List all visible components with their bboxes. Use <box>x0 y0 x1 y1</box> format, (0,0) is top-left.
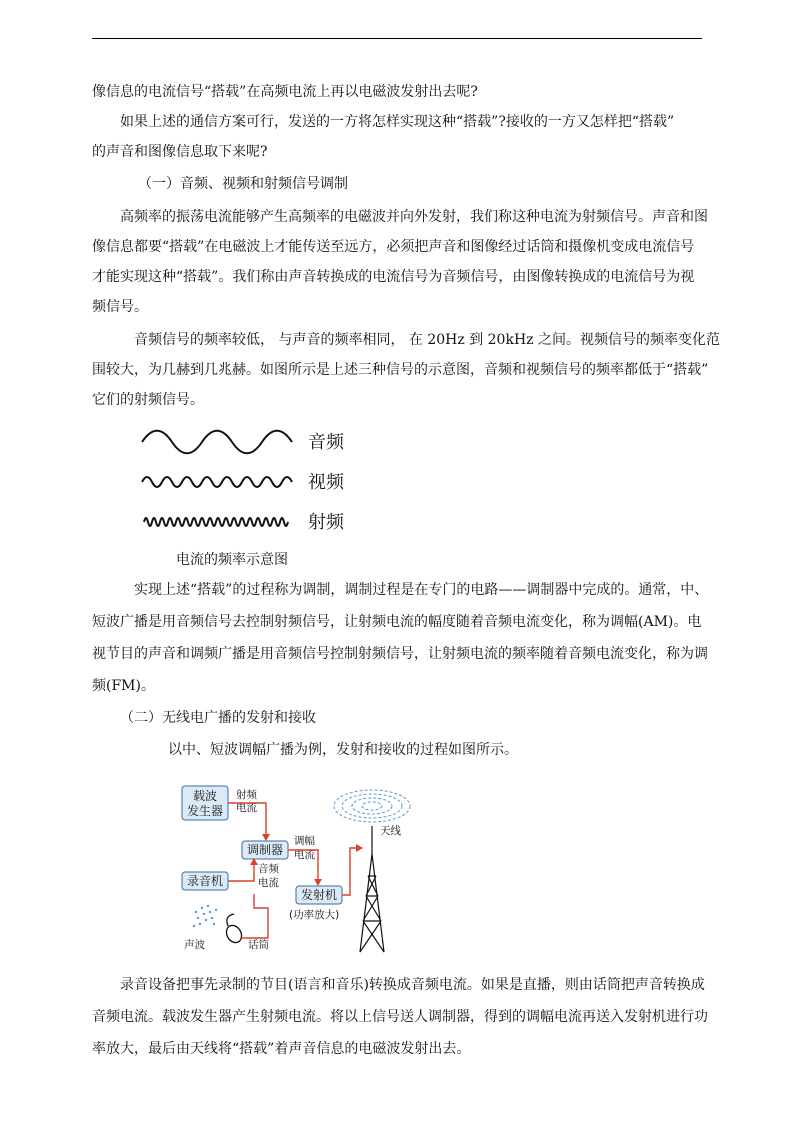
microphone-icon <box>223 914 244 945</box>
figure-caption: 电流的频率示意图 <box>176 552 288 568</box>
radio-waves-icon <box>334 790 410 822</box>
paragraph-line: 才能实现这种“搭载”。我们称由声音转换成的电流信号为音频信号，由图像转换成的电流信号为视 <box>92 269 695 285</box>
paragraph-line: 视节目的声音和调频广播是用音频信号控制射频信号，让射频电流的频率随着音频电流变化，称为调 <box>92 646 708 662</box>
audio-label-2: 电流 <box>258 877 279 889</box>
rf-label-2: 电流 <box>236 802 257 814</box>
am-label-2: 电流 <box>294 849 315 861</box>
arrow-transmitter-antenna <box>342 848 358 895</box>
label-rf: 射频 <box>308 512 344 533</box>
mic-label: 话筒 <box>248 939 269 951</box>
section-heading: （二）无线电广播的发射和接收 <box>120 710 316 726</box>
audio-wave <box>142 431 292 454</box>
antenna-tower <box>360 826 384 952</box>
recorder-label: 录音机 <box>186 874 224 888</box>
label-audio: 音频 <box>308 432 344 453</box>
paragraph-line: 短波广播是用音频信号去控制射频信号，让射频电流的幅度随着音频电流变化，称为调幅(AM)。电 <box>92 614 702 630</box>
arrow-recorder-modulator <box>228 863 254 881</box>
power-amp-label: (功率放大) <box>289 909 340 921</box>
paragraph-line: 实现上述“搭载”的过程称为调制，调制过程是在专门的电路——调制器中完成的。通常，中、 <box>134 582 709 598</box>
paragraph-line: 录音设备把事先录制的节目(语言和音乐)转换成音频电流。如果是直播，则由话筒把声音转换成 <box>120 977 705 993</box>
paragraph-line: 像信息的电流信号“搭载”在高频电流上再以电磁波发射出去呢? <box>92 84 478 100</box>
label-video: 视频 <box>308 472 344 493</box>
paragraph-line: 频信号。 <box>92 299 148 315</box>
transmitter-label: 发射机 <box>300 888 338 902</box>
rf-label-1: 射频 <box>236 789 257 801</box>
paragraph-line: 如果上述的通信方案可行，发送的一方将怎样实现这种“搭载”?接收的一方又怎样把“搭载” <box>120 114 675 130</box>
am-label-1: 调幅 <box>294 835 315 847</box>
frequency-figure <box>138 422 368 542</box>
audio-label-1: 音频 <box>258 863 279 875</box>
paragraph-line: 以中、短波调幅广播为例，发射和接收的过程如图所示。 <box>168 742 518 758</box>
paragraph-line: 率放大，最后由天线将“搭载”着声音信息的电磁波发射出去。 <box>92 1041 471 1057</box>
sound-wave-icon <box>193 905 217 927</box>
paragraph-line: 音频电流。载波发生器产生射频电流。将以上信号送人调制器，得到的调幅电流再送入发射机进行功 <box>92 1009 708 1025</box>
arrow-mic-modulator <box>240 894 268 938</box>
rf-wave <box>144 518 288 526</box>
paragraph-line: 频(FM)。 <box>92 678 155 694</box>
broadcast-diagram <box>176 776 436 956</box>
paragraph-line: 围较大，为几赫到几兆赫。如图所示是上述三种信号的示意图，音频和视频信号的频率都低于“搭载” <box>92 362 709 378</box>
section-heading: （一）音频、视频和射频信号调制 <box>138 176 348 192</box>
paragraph-line: 它们的射频信号。 <box>92 392 204 408</box>
paragraph-line: 音频信号的频率较低， 与声音的频率相同， 在 20Hz 到 20kHz 之间。视频信号的频率变化范 <box>134 332 720 348</box>
paragraph-line: 的声音和图像信息取下来呢? <box>92 144 268 160</box>
antenna-label: 天线 <box>380 825 401 837</box>
header-rule <box>92 38 702 39</box>
carrier-label-1: 载波 <box>192 789 218 803</box>
video-wave <box>142 477 292 487</box>
paragraph-line: 高频率的振荡电流能够产生高频率的电磁波并向外发射，我们称这种电流为射频信号。声音和图 <box>120 209 708 225</box>
paragraph-line: 像信息都要“搭载”在电磁波上才能传送至远方，必须把声音和图像经过话筒和摄像机变成电流信号 <box>92 239 695 255</box>
sound-label: 声波 <box>184 939 205 951</box>
modulator-label: 调制器 <box>246 843 284 857</box>
carrier-label-2: 发生器 <box>186 804 224 818</box>
